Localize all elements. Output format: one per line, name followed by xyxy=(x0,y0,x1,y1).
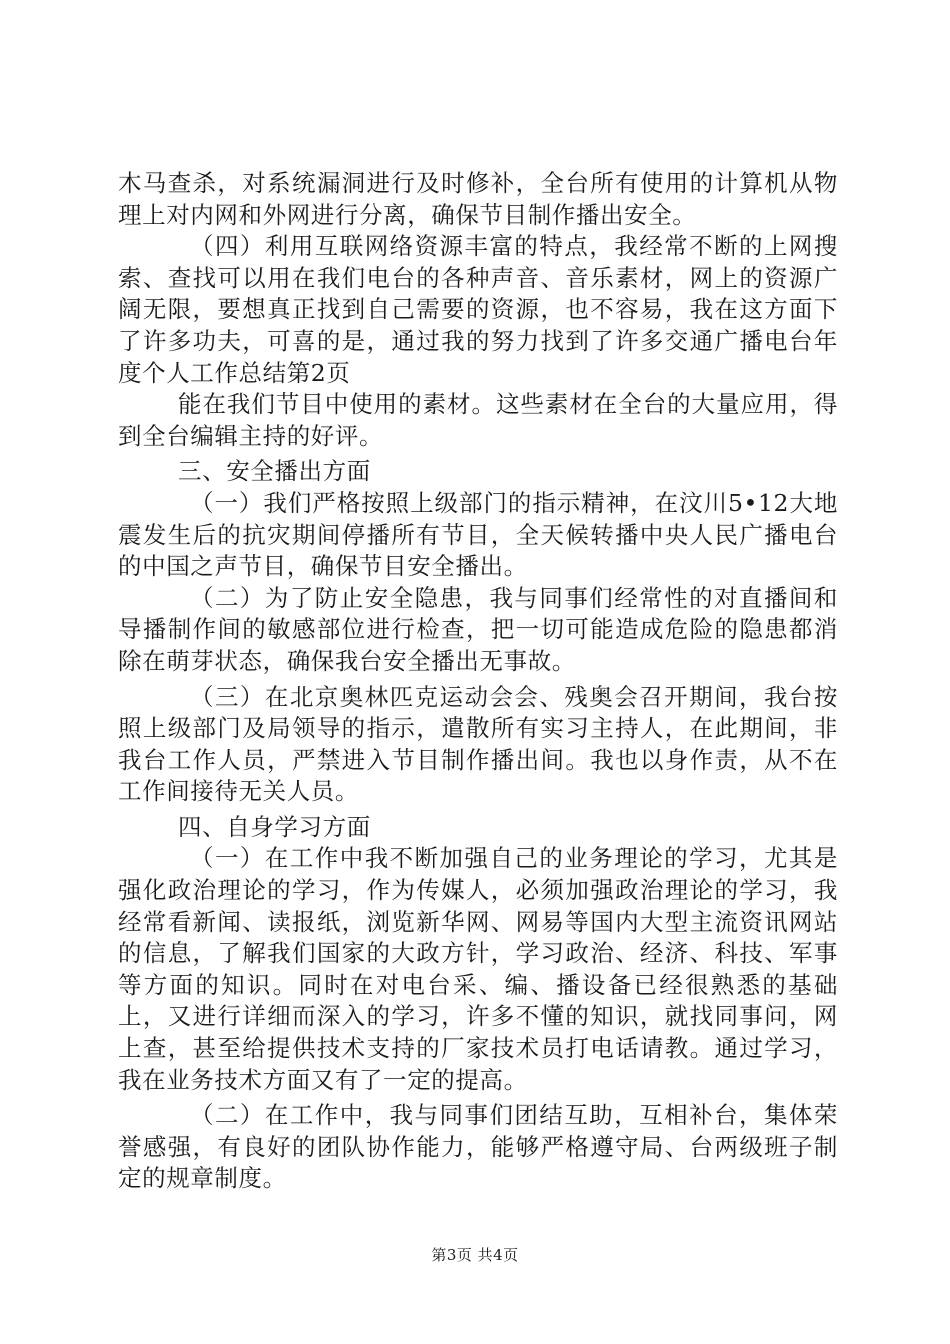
paragraph-item-four: （四）利用互联网络资源丰富的特点，我经常不断的上网搜索、查找可以用在我们电台的各种声音、音乐素材，网上的资源广阔无限，要想真正找到自己需要的资源，也不容易，我在这方面下了许多功夫，可喜的是，通过我的努力找到了许多交通广播电台年度个人工作总结第2页 xyxy=(118,232,838,387)
paragraph-safe-broadcast-two: （二）为了防止安全隐患，我与同事们经常性的对直播间和导播制作间的敏感部位进行检查，把一切可能造成危险的隐患都消除在萌芽状态，确保我台安全播出无事故。 xyxy=(118,583,838,675)
section-heading-safe-broadcast: 三、安全播出方面 xyxy=(178,457,371,486)
page-number-footer: 第3页 共4页 xyxy=(431,1246,519,1264)
paragraph-self-study-two: （二）在工作中，我与同事们团结互助，互相补台，集体荣誉感强，有良好的团队协作能力，能够严格遵守局、台两级班子制定的规章制度。 xyxy=(118,1101,838,1193)
paragraph-self-study-one: （一）在工作中我不断加强自己的业务理论的学习，尤其是强化政治理论的学习，作为传媒人，必须加强政治理论的学习，我经常看新闻、读报纸，浏览新华网、网易等国内大型主流资讯网站的信息，了解我们国家的大政方针，学习政治、经济、科技、军事等方面的知识。同时在对电台采、编、播设备已经很熟悉的基础上，又进行详细而深入的学习，许多不懂的知识，就找同事问，网上查，甚至给提供技术支持的厂家技术员打电话请教。通过学习，我在业务技术方面又有了一定的提高。 xyxy=(118,844,838,1094)
paragraph-material-usage: 能在我们节目中使用的素材。这些素材在全台的大量应用，得到全台编辑主持的好评。 xyxy=(118,390,838,450)
document-body xyxy=(118,168,838,1195)
paragraph-safe-broadcast-one: （一）我们严格按照上级部门的指示精神，在汶川5•12大地震发生后的抗灾期间停播所有节目，全天候转播中央人民广播电台的中国之声节目，确保节目安全播出。 xyxy=(118,488,838,581)
paragraph-safe-broadcast-three: （三）在北京奥林匹克运动会会、残奥会召开期间，我台按照上级部门及局领导的指示，遣散所有实习主持人，在此期间，非我台工作人员，严禁进入节目制作播出间。我也以身作责，从不在工作间接待无关人员。 xyxy=(118,682,838,806)
paragraph-continuation: 木马查杀，对系统漏洞进行及时修补，全台所有使用的计算机从物理上对内网和外网进行分离，确保节目制作播出安全。 xyxy=(118,169,838,229)
section-heading-self-study: 四、自身学习方面 xyxy=(178,812,371,841)
